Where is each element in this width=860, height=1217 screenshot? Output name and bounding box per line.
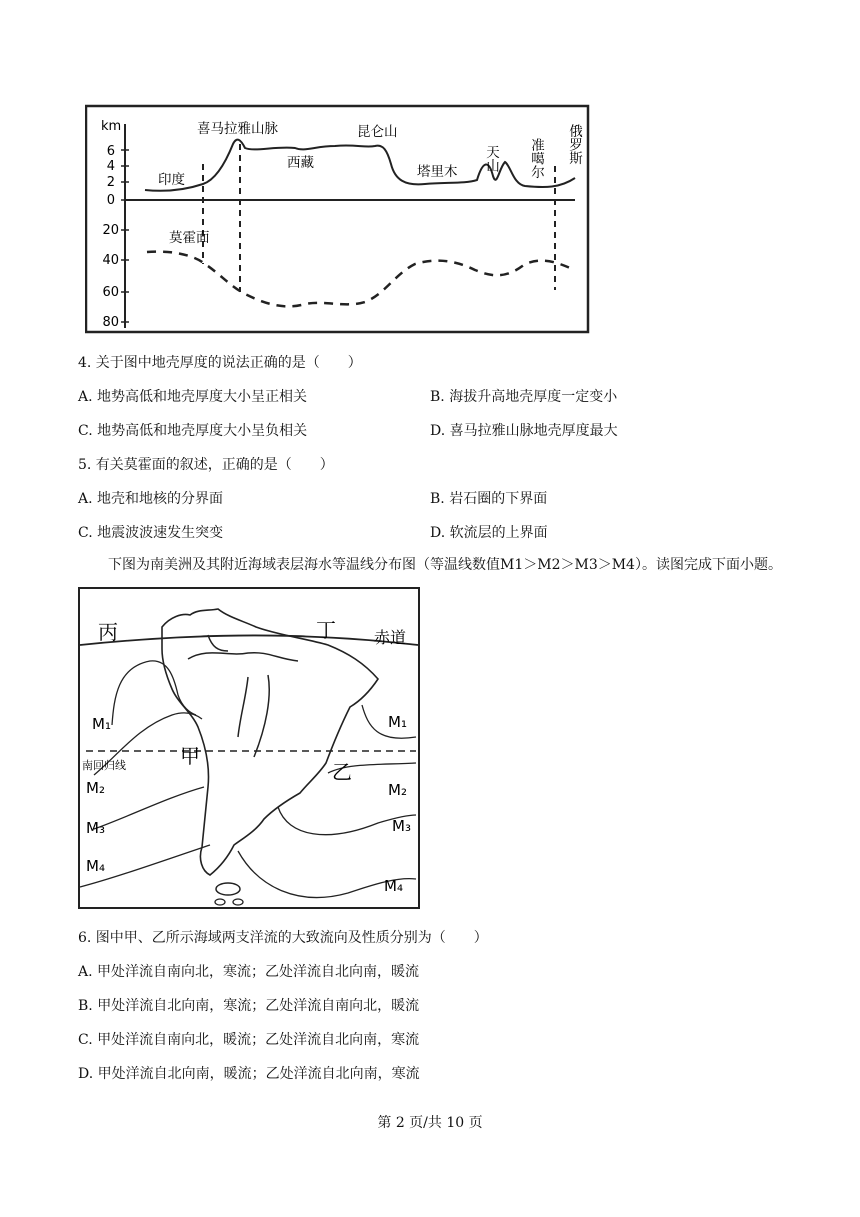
tick-label: 2: [106, 175, 115, 190]
question-6-option-b[interactable]: B. 甲处洋流自北向南，寒流；乙处洋流自南向北，暖流: [78, 998, 420, 1014]
question-6-option-d[interactable]: D. 甲处洋流自北向南，暖流；乙处洋流自北向南，寒流: [78, 1066, 420, 1082]
question-5-option-a[interactable]: A. 地壳和地核的分界面: [78, 491, 224, 507]
label-tianshan: 天山: [483, 145, 499, 172]
tick-label: 60: [102, 285, 119, 300]
tick-label: 4: [106, 159, 115, 174]
label-m1-west: M₁: [92, 715, 111, 733]
question-4-option-b[interactable]: B. 海拔升高地壳厚度一定变小: [430, 389, 618, 405]
label-himalaya: 喜马拉雅山脉: [197, 121, 278, 137]
axis-unit: km: [101, 119, 122, 134]
south-america-isotherm-map: [78, 587, 420, 909]
tick-label: 20: [102, 223, 119, 238]
label-tarim: 塔里木: [417, 164, 458, 180]
label-m2-east: M₂: [388, 781, 407, 799]
label-equator: 赤道: [374, 628, 407, 647]
label-russia: 俄罗斯: [566, 124, 582, 165]
tick-label: 0: [106, 193, 115, 208]
label-india: 印度: [158, 172, 185, 188]
label-jia: 甲: [180, 744, 200, 768]
question-6-option-c[interactable]: C. 甲处洋流自南向北，暖流；乙处洋流自北向南，寒流: [78, 1032, 420, 1048]
page-footer: 第 2 页/共 10 页: [377, 1115, 483, 1131]
label-m3-west: M₃: [86, 819, 105, 837]
tick-label: 80: [102, 315, 119, 330]
question-4-option-a[interactable]: A. 地势高低和地壳厚度大小呈正相关: [78, 389, 308, 405]
tick-label: 6: [106, 144, 115, 159]
label-m4-east: M₄: [384, 877, 403, 895]
crust-profile-figure: [85, 104, 590, 334]
label-moho: 莫霍面: [169, 230, 210, 246]
figure-intro-text: 下图为南美洲及其附近海域表层海水等温线分布图（等温线数值M1＞M2＞M3＞M4）。读图完成下面小题。: [108, 557, 782, 573]
question-5-option-c[interactable]: C. 地震波波速发生突变: [78, 525, 224, 541]
label-m3-east: M₃: [392, 817, 411, 835]
question-4-stem: 4. 关于图中地壳厚度的说法正确的是（ ）: [78, 355, 362, 371]
question-5-option-b[interactable]: B. 岩石圈的下界面: [430, 491, 548, 507]
label-bing: 丙: [98, 620, 118, 644]
label-m2-west: M₂: [86, 779, 105, 797]
label-junggar: 准噶尔: [528, 138, 544, 179]
question-6-option-a[interactable]: A. 甲处洋流自南向北，寒流；乙处洋流自北向南，暖流: [78, 964, 420, 980]
question-4-option-d[interactable]: D. 喜马拉雅山脉地壳厚度最大: [430, 423, 618, 439]
label-ding: 丁: [316, 618, 336, 642]
label-m1-east: M₁: [388, 713, 407, 731]
label-tropic: 南回归线: [82, 759, 126, 772]
question-4-option-c[interactable]: C. 地势高低和地壳厚度大小呈负相关: [78, 423, 308, 439]
question-5-option-d[interactable]: D. 软流层的上界面: [430, 525, 548, 541]
label-tibet: 西藏: [287, 155, 314, 171]
question-6-stem: 6. 图中甲、乙所示海域两支洋流的大致流向及性质分别为（ ）: [78, 930, 488, 946]
question-5-stem: 5. 有关莫霍面的叙述，正确的是（ ）: [78, 457, 334, 473]
label-yi: 乙: [332, 760, 352, 784]
tick-label: 40: [102, 253, 119, 268]
moho-line: [147, 252, 575, 307]
label-kunlun: 昆仑山: [357, 124, 398, 140]
surface-profile-line: [145, 140, 575, 191]
label-m4-west: M₄: [86, 857, 105, 875]
